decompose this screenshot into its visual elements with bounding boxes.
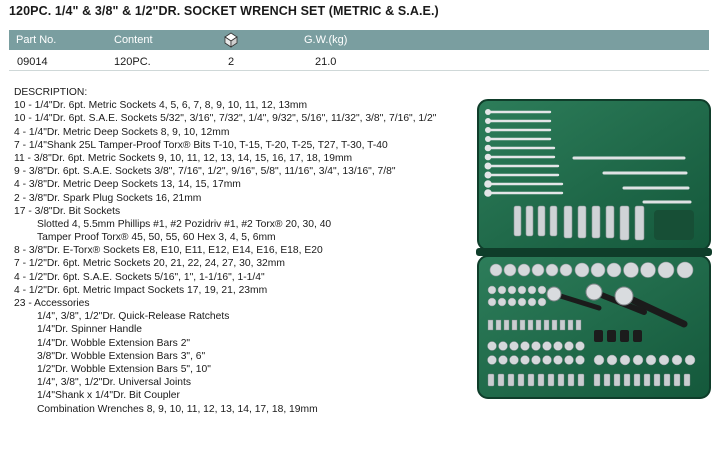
description-list (14, 99, 436, 416)
description-item: 10 - 1/4"Dr. 6pt. S.A.E. Sockets 5/32", 3/16", 7/32", 1/4", 9/32", 5/16", 11/32", 3/8", 7/16", 1/2" (14, 113, 437, 125)
description-subitem: 1/4"Dr. Spinner Handle (37, 324, 142, 336)
description-item: 4 - 1/2"Dr. 6pt. S.A.E. Sockets 5/16", 1", 1-1/16", 1-1/4" (14, 271, 265, 283)
description-item: 11 - 3/8"Dr. 6pt. Metric Sockets 9, 10, 11, 12, 13, 14, 15, 16, 17, 18, 19mm (14, 152, 353, 164)
cell-content: 120PC. (114, 56, 151, 68)
description-item: 2 - 3/8"Dr. Spark Plug Sockets 16, 21mm (14, 192, 202, 204)
spec-table-header (9, 30, 709, 50)
description-subitem: Combination Wrenches 8, 9, 10, 11, 12, 13, 14, 17, 18, 19mm (37, 403, 318, 415)
description-heading: DESCRIPTION: (14, 87, 88, 98)
box-icon (222, 31, 240, 49)
description-subitem: 1/4", 3/8", 1/2"Dr. Quick-Release Ratchets (37, 311, 230, 323)
spec-table-row (9, 52, 709, 68)
description-item: 4 - 3/8"Dr. Metric Deep Sockets 13, 14, 15, 17mm (14, 179, 241, 191)
product-photo (474, 98, 714, 400)
divider (9, 70, 709, 71)
description-subitem: 3/8"Dr. Wobble Extension Bars 3", 6" (37, 350, 206, 362)
description-subitem: 1/4"Dr. Wobble Extension Bars 2" (37, 337, 191, 349)
description-item: 4 - 1/2"Dr. 6pt. Metric Impact Sockets 17, 19, 21, 23mm (14, 284, 268, 296)
description-subitem: Tamper Proof Torx® 45, 50, 55, 60 Hex 3, 4, 5, 6mm (37, 232, 276, 244)
description-subitem: 1/4"Shank x 1/4"Dr. Bit Coupler (37, 390, 180, 402)
description-item: 10 - 1/4"Dr. 6pt. Metric Sockets 4, 5, 6, 7, 8, 9, 10, 11, 12, 13mm (14, 100, 308, 112)
description-item: 7 - 1/4"Shank 25L Tamper-Proof Torx® Bits T-10, T-15, T-20, T-25, T27, T-30, T-40 (14, 139, 388, 151)
header-part-no: Part No. (16, 34, 57, 46)
description-item: 9 - 3/8"Dr. 6pt. S.A.E. Sockets 3/8", 7/16", 1/2", 9/16", 5/8", 11/16", 3/4", 13/16", 7/8" (14, 166, 396, 178)
description (14, 86, 436, 416)
description-subitem: 1/2"Dr. Wobble Extension Bars 5", 10" (37, 363, 211, 375)
description-item: 7 - 1/2"Dr. 6pt. Metric Sockets 20, 21, 22, 24, 27, 30, 32mm (14, 258, 285, 270)
page-title: 120PC. 1/4" & 3/8" & 1/2"DR. SOCKET WRENCH SET (METRIC & S.A.E.) (9, 4, 439, 18)
description-item: 4 - 1/4"Dr. Metric Deep Sockets 8, 9, 10, 12mm (14, 126, 230, 138)
cell-gw: 21.0 (315, 56, 337, 68)
description-subitem: Slotted 4, 5.5mm Phillips #1, #2 Pozidriv #1, #2 Torx® 20, 30, 40 (37, 218, 332, 230)
description-item: 23 - Accessories (14, 298, 90, 309)
header-gw: G.W.(kg) (304, 34, 348, 46)
header-content: Content (114, 34, 153, 46)
cell-qty: 2 (228, 56, 235, 68)
cell-part-no: 09014 (17, 56, 48, 68)
description-item: 8 - 3/8"Dr. E-Torx® Sockets E8, E10, E11, E12, E14, E16, E18, E20 (14, 245, 323, 257)
description-item: 17 - 3/8"Dr. Bit Sockets (14, 205, 121, 217)
description-subitem: 1/4", 3/8", 1/2"Dr. Universal Joints (37, 377, 192, 389)
